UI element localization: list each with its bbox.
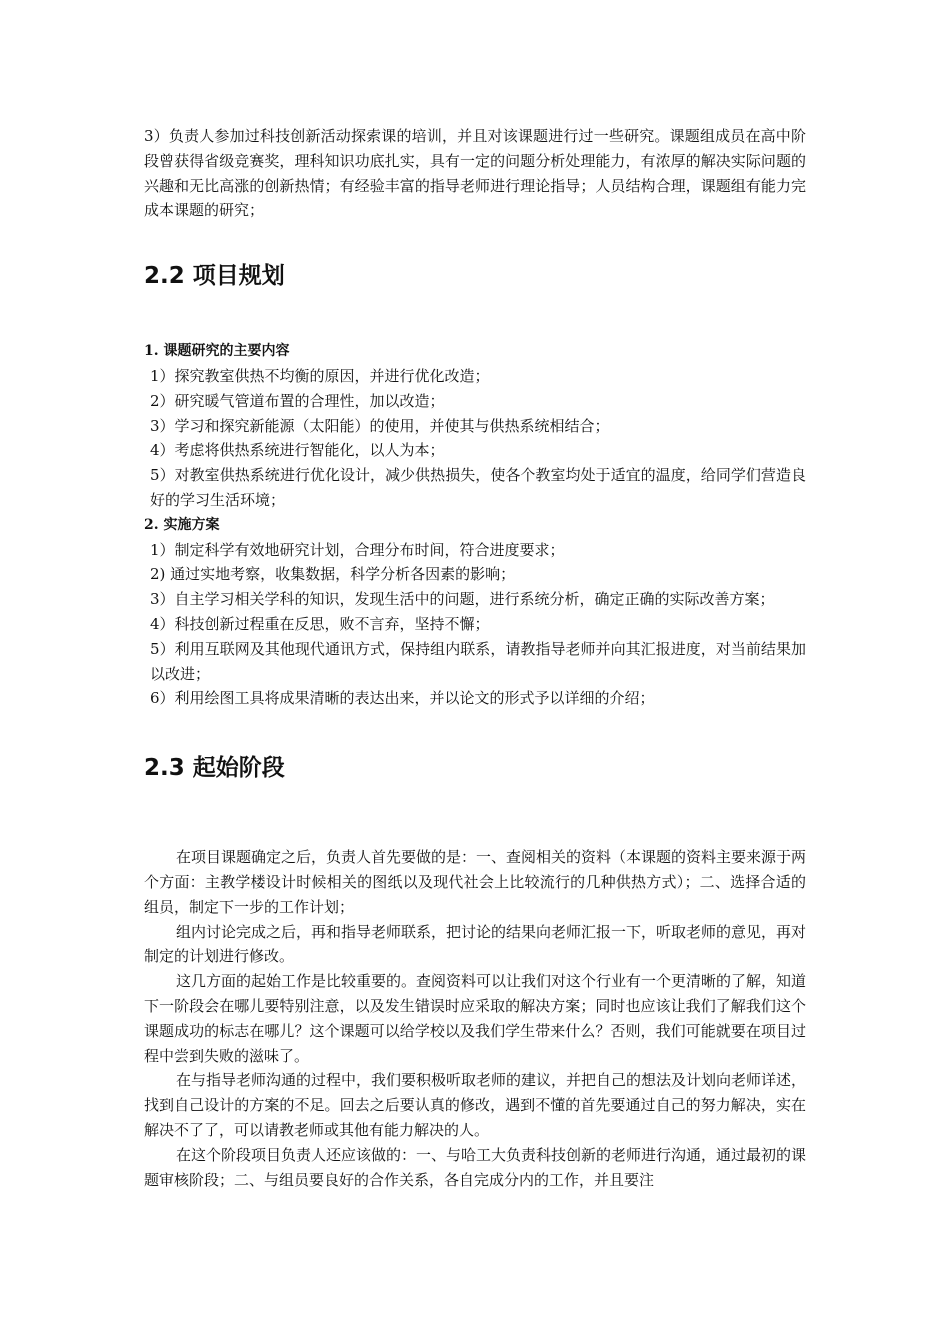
page-body	[144, 124, 806, 1192]
body-paragraph: 在与指导老师沟通的过程中，我们要积极听取老师的建议，并把自己的想法及计划向老师详述，找到自己设计的方案的不足。回去之后要认真的修改，遇到不懂的首先要通过自己的努力解决，实在解决不了了，可以请教老师或其他有能力解决的人。	[144, 1071, 807, 1139]
research-item: 5）对教室供热系统进行优化设计，减少供热损失，使各个教室均处于适宜的温度，给同学们营造良好的学习生活环境；	[150, 466, 806, 509]
research-content-title: 1. 课题研究的主要内容	[144, 343, 290, 360]
plan-item: 3）自主学习相关学科的知识，发现生活中的问题，进行系统分析，确定正确的实际改善方案；	[150, 590, 775, 609]
plan-item: 5）利用互联网及其他现代通讯方式，保持组内联系，请教指导老师并向其汇报进度，对当前结果加以改进；	[150, 639, 806, 683]
section-heading-2-3: 2.3 起始阶段	[144, 755, 285, 782]
section-heading-2-2: 2.2 项目规划	[144, 263, 285, 290]
research-item: 3）学习和探究新能源（太阳能）的使用，并使其与供热系统相结合；	[150, 416, 610, 435]
plan-item: 1）制定科学有效地研究计划，合理分布时间，符合进度要求；	[150, 540, 565, 559]
plan-item: 2) 通过实地考察，收集数据，科学分析各因素的影响；	[150, 565, 516, 584]
body-paragraph: 在项目课题确定之后，负责人首先要做的是：一、查阅相关的资料（本课题的资料主要来源于两个方面：主教学楼设计时候相关的图纸以及现代社会上比较流行的几种供热方式）；二、选择合适的组员，制定下一步的工作计划；	[144, 848, 807, 916]
plan-item: 4）科技创新过程重在反思，败不言弃，坚持不懈；	[150, 614, 490, 633]
research-item: 1）探究教室供热不均衡的原因，并进行优化改造；	[150, 366, 490, 385]
body-paragraph: 在这个阶段项目负责人还应该做的：一、与哈工大负责科技创新的老师进行沟通，通过最初的课题审核阶段；二、与组员要良好的合作关系，各自完成分内的工作，并且要注	[144, 1145, 807, 1189]
implementation-plan-title: 2. 实施方案	[144, 516, 220, 533]
research-item: 2）研究暖气管道布置的合理性，加以改造；	[150, 391, 445, 410]
body-paragraph: 组内讨论完成之后，再和指导老师联系，把讨论的结果向老师汇报一下，听取老师的意见，再对制定的计划进行修改。	[144, 922, 807, 966]
body-paragraph: 这几方面的起始工作是比较重要的。查阅资料可以让我们对这个行业有一个更清晰的了解，知道下一阶段会在哪儿要特别注意，以及发生错误时应采取的解决方案；同时也应该让我们了解我们这个课题成功的标志在哪儿？这个课题可以给学校以及我们学生带来什么？否则，我们可能就要在项目过程中尝到失败的滋味了。	[144, 972, 807, 1065]
research-item: 4）考虑将供热系统进行智能化，以人为本；	[150, 441, 445, 460]
plan-item: 6）利用绘图工具将成果清晰的表达出来，并以论文的形式予以详细的介绍；	[150, 689, 655, 708]
intro-paragraph: 3）负责人参加过科技创新活动探索课的培训，并且对该课题进行过一些研究。课题组成员在高中阶段曾获得省级竞赛奖，理科知识功底扎实，具有一定的问题分析处理能力，有浓厚的解决实际问题的兴趣和无比高涨的创新热情；有经验丰富的指导老师进行理论指导；人员结构合理，课题组有能力完成本课题的研究；	[144, 127, 806, 220]
